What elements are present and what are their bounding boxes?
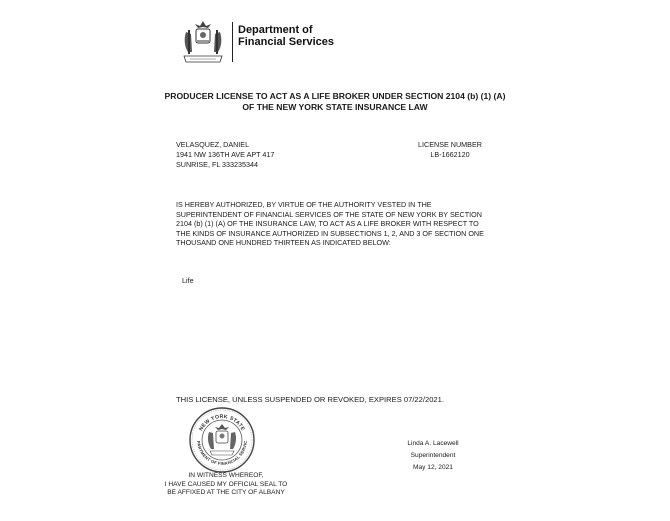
signer-date: May 12, 2021 <box>413 464 453 471</box>
witness-statement <box>150 472 302 498</box>
seal-ring-bottom-text: PARTMENT OF FINANCIAL SERVIC <box>195 440 249 467</box>
line-of-authority: Life <box>182 276 194 285</box>
header-divider <box>232 22 233 62</box>
authorization-line-5: THOUSAND ONE HUNDRED THIRTEEN AS INDICATED BELOW: <box>176 238 391 248</box>
witness-line-2: I HAVE CAUSED MY OFFICIAL SEAL TO <box>164 480 288 488</box>
signer-name: Linda A. Lacewell <box>407 440 459 447</box>
license-number-block <box>410 140 490 160</box>
authorization-line-3: 2104 (b) (1) (A) OF THE INSURANCE LAW, TO ACT AS A LIFE BROKER WITH RESPECT TO <box>176 219 479 229</box>
department-line-2: Financial Services <box>238 36 334 48</box>
new-york-state-seal-icon <box>178 18 228 66</box>
department-name <box>238 24 334 48</box>
license-title-line-2: OF THE NEW YORK STATE INSURANCE LAW <box>242 102 428 112</box>
authorization-line-4: THE KINDS OF INSURANCE AUTHORIZED IN SUBSECTIONS 1, 2, AND 3 OF SECTION ONE <box>176 228 484 238</box>
department-line-1: Department of <box>238 24 313 36</box>
authorization-line-2: SUPERINTENDENT OF FINANCIAL SERVICES OF THE STATE OF NEW YORK BY SECTION <box>176 209 482 219</box>
authorization-paragraph <box>176 200 506 248</box>
authorization-line-1: IS HEREBY AUTHORIZED, BY VIRTUE OF THE AUTHORITY VESTED IN THE <box>176 200 432 209</box>
license-number-value: LB-1662120 <box>430 150 470 159</box>
witness-line-1: IN WITNESS WHEREOF, <box>188 472 264 479</box>
licensee-name: VELASQUEZ, DANIEL <box>176 140 250 149</box>
witness-line-3: BE AFFIXED AT THE CITY OF ALBANY <box>167 489 285 497</box>
department-of-financial-services-seal-icon <box>188 406 256 474</box>
license-title-line-1: PRODUCER LICENSE TO ACT AS A LIFE BROKER UNDER SECTION 2104 (b) (1) (A) <box>164 91 506 101</box>
expiry-statement: THIS LICENSE, UNLESS SUSPENDED OR REVOKED, EXPIRES 07/22/2021. <box>176 395 444 404</box>
header <box>178 18 338 68</box>
licensee-address-line-1: 1941 NW 136TH AVE APT 417 <box>176 150 275 159</box>
licensee-address <box>176 140 274 170</box>
signer-title: Superintendent <box>410 452 456 459</box>
license-number-label: LICENSE NUMBER <box>418 140 482 149</box>
license-title <box>40 91 630 113</box>
signer-block <box>398 438 468 474</box>
licensee-address-line-2: SUNRISE, FL 333235344 <box>176 160 259 169</box>
seal-ring-top-text: NEW YORK STATE <box>198 413 246 433</box>
